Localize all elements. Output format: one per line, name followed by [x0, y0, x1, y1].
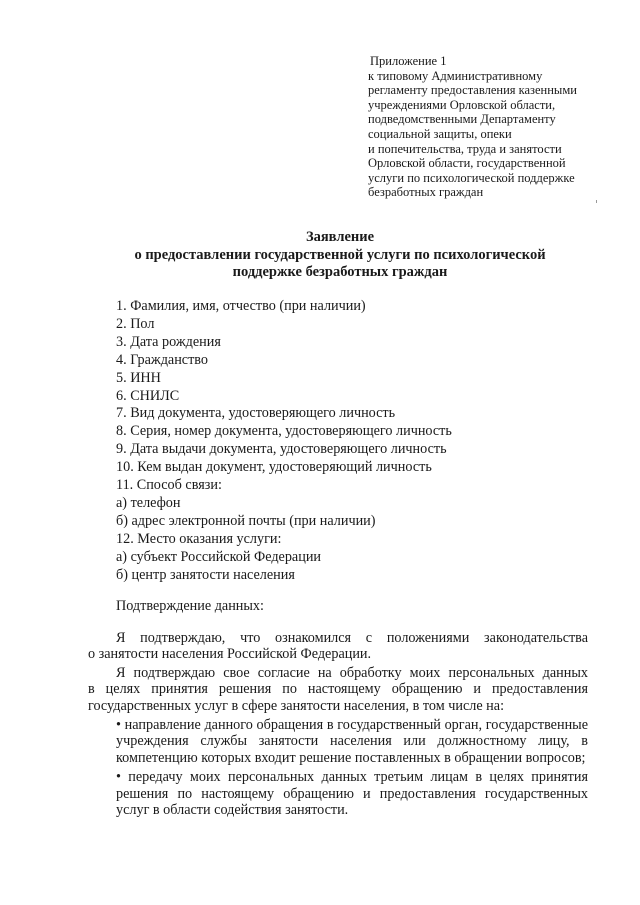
field-item: а) телефон: [116, 494, 181, 511]
paragraph-line: Я подтверждаю свое согласие на обработку моих персональных данных: [116, 664, 588, 681]
appendix-line: учреждениями Орловской области,: [368, 97, 556, 112]
fields-list: [116, 298, 586, 585]
paragraph-line: Я подтверждаю, что ознакомился с положениями законодательства: [116, 630, 588, 646]
bullet-item: • направление данного обращения в государственный орган, государственные учреждения службы занятости населения или должностному лицу, в компетенцию которых входит решение поставленных в обращении вопросов;: [116, 717, 588, 766]
field-item: 11. Способ связи:: [116, 477, 222, 494]
field-item: 12. Место оказания услуги:: [116, 530, 282, 547]
field-item: 3. Дата рождения: [116, 333, 221, 350]
field-item: 4. Гражданство: [116, 351, 208, 368]
title-line: о предоставлении государственной услуги по психологической: [134, 246, 546, 263]
paragraph-line: о занятости населения Российской Федерации.: [88, 646, 372, 663]
field-item: 10. Кем выдан документ, удостоверяющий личность: [116, 459, 432, 476]
field-item: 5. ИНН: [116, 369, 161, 386]
field-item: а) субъект Российской Федерации: [116, 548, 322, 565]
appendix-line: безработных граждан: [368, 185, 484, 200]
appendix-line: Орловской области, государственной: [368, 156, 566, 171]
appendix-line: и попечительства, труда и занятости: [368, 141, 562, 156]
field-item: 1. Фамилия, имя, отчество (при наличии): [116, 298, 366, 314]
field-item: 2. Пол: [116, 315, 155, 332]
bullet-item: • передачу моих персональных данных третьим лицам в целях принятия решения по настоящему обращению и предоставления государственных услуг в области содействия занятости.: [116, 769, 588, 819]
field-item: б) адрес электронной почты (при наличии): [116, 512, 376, 529]
appendix-line: подведомственными Департаменту: [368, 112, 556, 127]
confirm-heading: Подтверждение данных:: [116, 598, 264, 614]
scan-mark: [596, 200, 597, 203]
paragraph-text: в целях принятия решения по настоящему обращению и предоставления государственных услуг в сфере занятости населения, в том числе на:: [88, 681, 588, 714]
appendix-line: к типовому Административному: [368, 68, 543, 83]
consent-text: [88, 630, 588, 819]
appendix-block: [368, 54, 618, 200]
field-item: 8. Серия, номер документа, удостоверяющего личность: [116, 423, 452, 440]
field-item: 9. Дата выдачи документа, удостоверяющего личность: [116, 441, 447, 458]
appendix-line: регламенту предоставления казенными: [368, 83, 577, 98]
title-line: Заявление: [305, 229, 375, 245]
document-title: [90, 229, 590, 282]
appendix-line: социальной защиты, опеки: [368, 126, 512, 141]
field-item: 6. СНИЛС: [116, 387, 180, 404]
appendix-line: Приложение 1: [370, 54, 447, 68]
paragraph-1: [88, 630, 588, 663]
paragraph-2: [88, 664, 588, 714]
appendix-line: услуги по психологической поддержке: [368, 170, 575, 185]
field-item: 7. Вид документа, удостоверяющего личность: [116, 405, 396, 422]
field-item: б) центр занятости населения: [116, 566, 295, 583]
title-line: поддержке безработных граждан: [232, 264, 448, 280]
